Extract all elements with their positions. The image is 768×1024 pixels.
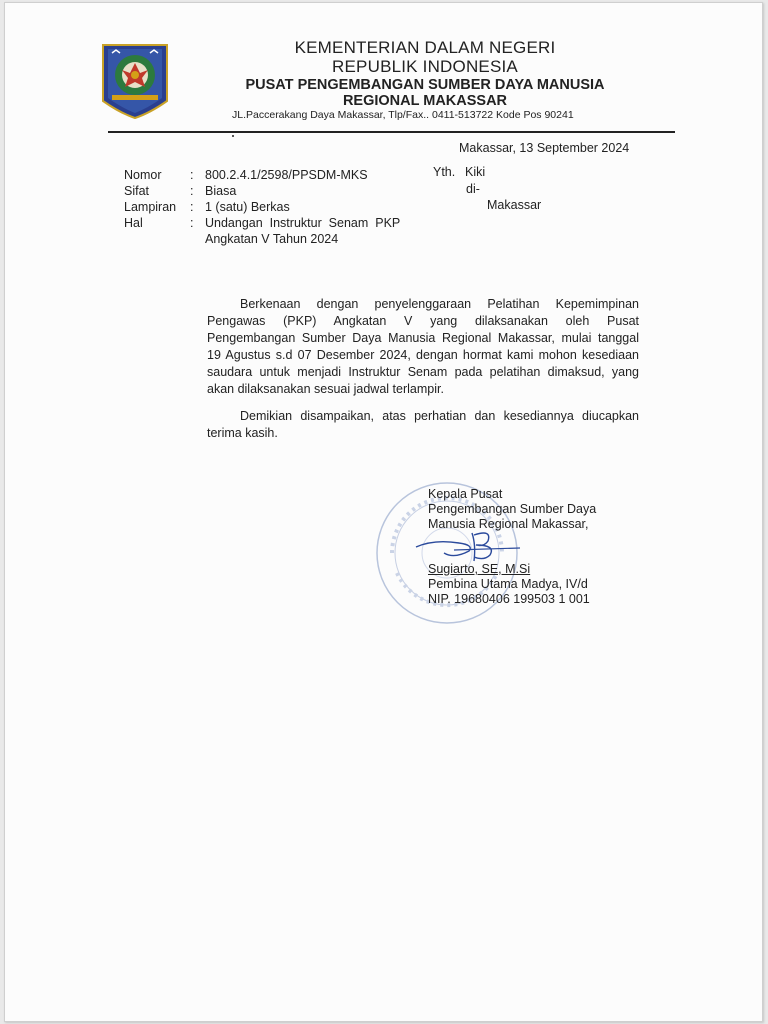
recipient-yth: Yth. (433, 165, 456, 179)
letterhead-region: REGIONAL MAKASSAR (342, 93, 508, 109)
letter-date: Makassar, 13 September 2024 (459, 141, 630, 155)
nomor-label: Nomor (124, 168, 162, 182)
hal-colon: : (190, 216, 194, 230)
letterhead-ministry: KEMENTERIAN DALAM NEGERI (294, 38, 556, 57)
sifat-value: Biasa (205, 184, 237, 198)
hal-label: Hal (124, 216, 143, 230)
body-p1-line: akan dilaksanakan sesuai jadwal terlampir. (207, 382, 444, 396)
body-p1-line: 19 Agustus s.d 07 Desember 2024, dengan hormat kami mohon kesediaan (207, 348, 639, 362)
letterhead-divider (108, 131, 675, 133)
letterhead-country: REPUBLIK INDONESIA (332, 57, 518, 76)
signer-title-line2: Pengembangan Sumber Daya (428, 502, 597, 516)
body-p2-line: Demikian disampaikan, atas perhatian dan kesediannya diucapkan (240, 409, 639, 423)
recipient-city: Makassar (487, 198, 542, 212)
lampiran-value: 1 (satu) Berkas (205, 200, 290, 214)
signer-title-line3: Manusia Regional Makassar, (428, 517, 589, 531)
letterhead-address: JL.Paccerakang Daya Makassar, Tlp/Fax.. 0411-513722 Kode Pos 90241 (232, 109, 574, 121)
garuda-emblem-icon (100, 43, 170, 119)
lampiran-label: Lampiran (124, 200, 177, 214)
body-p1-line: Berkenaan dengan penyelenggaraan Pelatihan Kepemimpinan (240, 297, 639, 311)
sifat-colon: : (190, 184, 194, 198)
letterhead-center: PUSAT PENGEMBANGAN SUMBER DAYA MANUSIA (245, 77, 605, 93)
recipient-name: Kiki (465, 165, 486, 179)
nomor-value: 800.2.4.1/2598/PPSDM-MKS (205, 168, 368, 182)
body-paragraph-1 (207, 296, 639, 398)
nomor-colon: : (190, 168, 194, 182)
hal-value-line2: Angkatan V Tahun 2024 (205, 232, 339, 246)
sifat-label: Sifat (124, 184, 150, 198)
body-p2-line: terima kasih. (207, 426, 278, 440)
body-p1-line: Pengembangan Sumber Daya Manusia Regional Makassar, mulai tanggal (207, 331, 639, 345)
signer-rank: Pembina Utama Madya, IV/d (428, 577, 588, 591)
recipient-di: di- (466, 182, 480, 196)
signer-nip: NIP. 19680406 199503 1 001 (428, 592, 590, 606)
lampiran-colon: : (190, 200, 194, 214)
hal-value-line1: Undangan Instruktur Senam PKP (205, 216, 401, 230)
body-p1-line: saudara untuk menjadi Instruktur Senam pada pelatihan dimaksud, yang (207, 365, 639, 379)
signer-name: Sugiarto, SE, M.Si (428, 562, 531, 576)
signer-title-line1: Kepala Pusat (428, 487, 503, 501)
handwritten-signature-icon (414, 525, 524, 565)
body-paragraph-2 (207, 408, 639, 442)
divider-dot (232, 135, 234, 137)
body-p1-line: Pengawas (PKP) Angkatan V yang dilaksanakan oleh Pusat (207, 314, 639, 328)
